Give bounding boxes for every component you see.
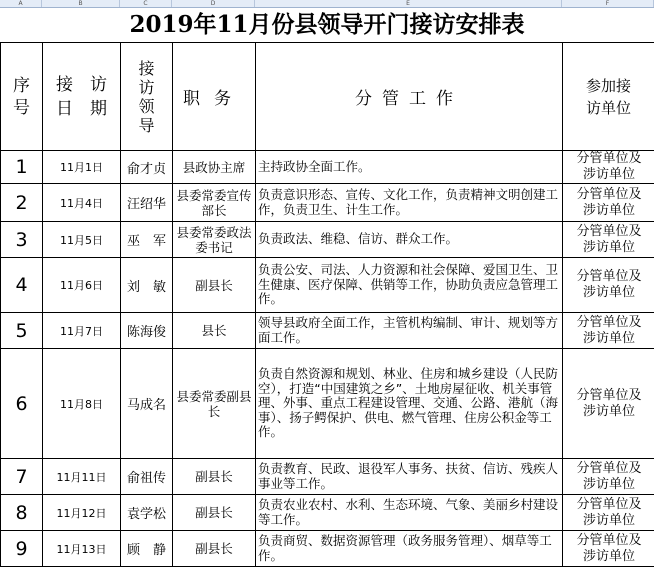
schedule-table bbox=[0, 42, 654, 567]
unit-line: 涉访单位 bbox=[582, 239, 635, 255]
post-cell[interactable]: 县委常委副县长 bbox=[173, 349, 256, 459]
spreadsheet-column-header-strip bbox=[0, 0, 654, 8]
header-leader-char: 领 bbox=[138, 96, 155, 116]
column-letter-c[interactable]: C bbox=[120, 0, 172, 7]
leader-cell[interactable]: 陈海俊 bbox=[121, 313, 173, 349]
date-cell[interactable]: 11月13日 bbox=[43, 531, 121, 567]
header-row bbox=[1, 43, 654, 151]
unit-cell[interactable] bbox=[563, 495, 654, 531]
unit-line: 分管单位及 bbox=[576, 460, 642, 476]
unit-line: 涉访单位 bbox=[582, 403, 635, 419]
header-date-line: 接 访 bbox=[56, 74, 107, 95]
table-row bbox=[1, 495, 654, 531]
leader-cell[interactable]: 巫 军 bbox=[121, 222, 173, 258]
header-leader-char: 访 bbox=[138, 77, 155, 97]
unit-cell[interactable] bbox=[563, 258, 654, 313]
seq-cell[interactable]: 4 bbox=[1, 258, 43, 313]
unit-line: 分管单位及 bbox=[576, 532, 642, 548]
work-cell[interactable]: 负责政法、维稳、信访、群众工作。 bbox=[256, 222, 563, 258]
seq-cell[interactable]: 9 bbox=[1, 531, 43, 567]
work-cell[interactable]: 负责自然资源和规划、林业、住房和城乡建设（人民防空），打造“中国建筑之乡”、土地房屋征收、机关事管理、外事、重点工程建设管理、交通、公路、港航（海事）、扬子鳄保护、供电、燃气管理、住房公积金等工作。 bbox=[256, 349, 563, 459]
table-row bbox=[1, 222, 654, 258]
work-cell[interactable]: 负责公安、司法、人力资源和社会保障、爱国卫生、卫生健康、医疗保障、供销等工作，协助负责应急管理工作。 bbox=[256, 258, 563, 313]
leader-cell[interactable]: 俞祖传 bbox=[121, 459, 173, 495]
unit-line: 涉访单位 bbox=[582, 202, 635, 218]
unit-cell[interactable] bbox=[563, 222, 654, 258]
header-date-line: 日 期 bbox=[56, 98, 107, 119]
date-cell[interactable]: 11月1日 bbox=[43, 151, 121, 184]
date-cell[interactable]: 11月8日 bbox=[43, 349, 121, 459]
header-unit-line: 参加接 bbox=[585, 76, 631, 95]
unit-cell[interactable] bbox=[563, 459, 654, 495]
header-leader-cell[interactable] bbox=[121, 43, 173, 151]
leader-cell[interactable]: 马成名 bbox=[121, 349, 173, 459]
seq-cell[interactable]: 6 bbox=[1, 349, 43, 459]
seq-cell[interactable]: 3 bbox=[1, 222, 43, 258]
unit-cell[interactable] bbox=[563, 313, 654, 349]
post-cell[interactable]: 副县长 bbox=[173, 459, 256, 495]
column-letter-d[interactable]: D bbox=[172, 0, 255, 7]
post-cell[interactable]: 县委常委宣传部长 bbox=[173, 184, 256, 222]
work-cell[interactable]: 负责农业农村、水利、生态环境、气象、美丽乡村建设等工作。 bbox=[256, 495, 563, 531]
table-row bbox=[1, 258, 654, 313]
seq-cell[interactable]: 7 bbox=[1, 459, 43, 495]
work-cell[interactable]: 负责意识形态、宣传、文化工作，负责精神文明创建工作，负责卫生、计生工作。 bbox=[256, 184, 563, 222]
table-row bbox=[1, 184, 654, 222]
post-cell[interactable]: 副县长 bbox=[173, 531, 256, 567]
sheet-title[interactable]: 2019年11月份县领导开门接访安排表 bbox=[129, 11, 525, 38]
column-letter-b[interactable]: B bbox=[42, 0, 120, 7]
table-row bbox=[1, 459, 654, 495]
table-row bbox=[1, 531, 654, 567]
unit-cell[interactable] bbox=[563, 151, 654, 184]
leader-cell[interactable]: 俞才贞 bbox=[121, 151, 173, 184]
header-work-cell[interactable]: 分管工作 bbox=[256, 43, 563, 151]
unit-line: 涉访单位 bbox=[582, 548, 635, 564]
leader-cell[interactable]: 刘 敏 bbox=[121, 258, 173, 313]
date-cell[interactable]: 11月5日 bbox=[43, 222, 121, 258]
header-seq-line: 号 bbox=[13, 97, 30, 118]
unit-line: 分管单位及 bbox=[576, 151, 642, 166]
column-letter-e[interactable]: E bbox=[255, 0, 562, 7]
post-cell[interactable]: 副县长 bbox=[173, 258, 256, 313]
unit-line: 分管单位及 bbox=[576, 387, 642, 403]
header-post-cell[interactable]: 职务 bbox=[173, 43, 256, 151]
column-letter-f[interactable]: F bbox=[562, 0, 654, 7]
leader-cell[interactable]: 袁学松 bbox=[121, 495, 173, 531]
work-cell[interactable]: 负责商贸、数据资源管理（政务服务管理）、烟草等工作。 bbox=[256, 531, 563, 567]
unit-line: 涉访单位 bbox=[582, 285, 635, 300]
seq-cell[interactable]: 5 bbox=[1, 313, 43, 349]
post-cell[interactable]: 副县长 bbox=[173, 495, 256, 531]
header-unit-cell[interactable] bbox=[563, 43, 654, 151]
unit-line: 分管单位及 bbox=[576, 496, 642, 512]
table-row bbox=[1, 313, 654, 349]
date-cell[interactable]: 11月6日 bbox=[43, 258, 121, 313]
header-unit-line: 访单位 bbox=[585, 98, 631, 117]
work-cell[interactable]: 主持政协全面工作。 bbox=[256, 151, 563, 184]
leader-cell[interactable]: 汪绍华 bbox=[121, 184, 173, 222]
post-cell[interactable]: 县政协主席 bbox=[173, 151, 256, 184]
unit-line: 分管单位及 bbox=[576, 223, 642, 239]
unit-line: 分管单位及 bbox=[576, 269, 642, 284]
column-letter-a[interactable]: A bbox=[0, 0, 42, 7]
post-cell[interactable]: 县长 bbox=[173, 313, 256, 349]
unit-cell[interactable] bbox=[563, 349, 654, 459]
unit-line: 分管单位及 bbox=[576, 186, 642, 202]
header-leader-char: 导 bbox=[138, 115, 155, 135]
unit-line: 分管单位及 bbox=[576, 314, 642, 330]
unit-line: 涉访单位 bbox=[582, 167, 635, 182]
date-cell[interactable]: 11月12日 bbox=[43, 495, 121, 531]
unit-line: 涉访单位 bbox=[582, 476, 635, 492]
header-leader-char: 接 bbox=[138, 58, 155, 78]
seq-cell[interactable]: 2 bbox=[1, 184, 43, 222]
date-cell[interactable]: 11月4日 bbox=[43, 184, 121, 222]
unit-line: 涉访单位 bbox=[582, 512, 635, 528]
header-seq-line: 序 bbox=[13, 75, 30, 96]
post-cell[interactable]: 县委常委政法委书记 bbox=[173, 222, 256, 258]
header-seq-cell[interactable] bbox=[1, 43, 43, 151]
unit-line: 涉访单位 bbox=[582, 330, 635, 346]
date-cell[interactable]: 11月11日 bbox=[43, 459, 121, 495]
unit-cell[interactable] bbox=[563, 531, 654, 567]
unit-cell[interactable] bbox=[563, 184, 654, 222]
seq-cell[interactable]: 1 bbox=[1, 151, 43, 184]
header-date-cell[interactable] bbox=[43, 43, 121, 151]
table-row bbox=[1, 349, 654, 459]
seq-cell[interactable]: 8 bbox=[1, 495, 43, 531]
date-cell[interactable]: 11月7日 bbox=[43, 313, 121, 349]
table-row bbox=[1, 151, 654, 184]
work-cell[interactable]: 领导县政府全面工作，主管机构编制、审计、规划等方面工作。 bbox=[256, 313, 563, 349]
leader-cell[interactable]: 顾 静 bbox=[121, 531, 173, 567]
work-cell[interactable]: 负责教育、民政、退役军人事务、扶贫、信访、残疾人事业等工作。 bbox=[256, 459, 563, 495]
